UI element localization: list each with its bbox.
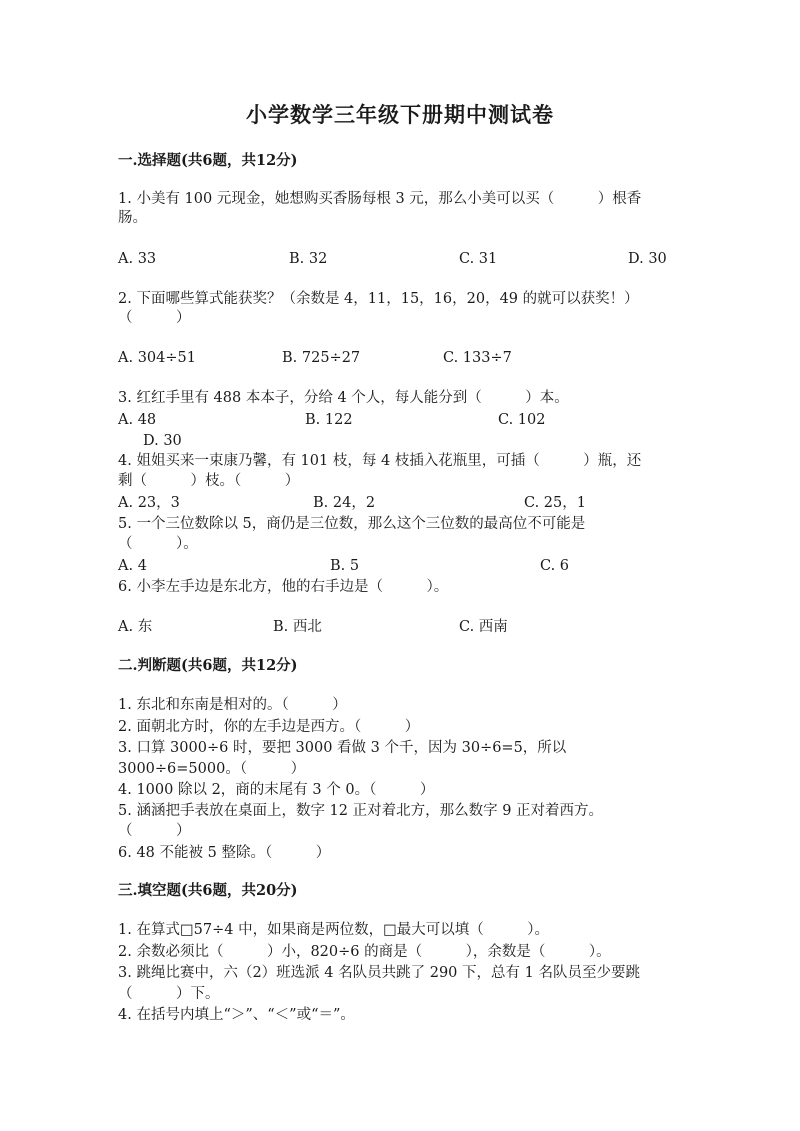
option-a: A. 48: [118, 412, 157, 428]
statement-line: 4. 1000 除以 2，商的末尾有 3 个 0。（ ）: [118, 782, 435, 798]
option-c: C. 102: [498, 412, 546, 428]
option-d: D. 30: [143, 433, 182, 449]
question-text: 1. 小美有 100 元现金，她想购买香肠每根 3 元，那么小美可以买（ ）根香: [118, 191, 642, 207]
option-d: D. 30: [628, 251, 667, 267]
question-text: 3. 红红手里有 488 本本子，分给 4 个人，每人能分到（ ）本。: [118, 390, 569, 406]
statement-line: 1. 东北和东南是相对的。（ ）: [118, 697, 347, 713]
fill-in-line: 4. 在括号内填上“＞”、“＜”或“＝”。: [118, 1007, 355, 1023]
fill-in-line: 2. 余数必须比（ ）小，820÷6 的商是（ ），余数是（ ）。: [118, 944, 611, 960]
option-a: A. 304÷51: [118, 350, 196, 366]
statement-line: 5. 涵涵把手表放在桌面上，数字 12 正对着北方，那么数字 9 正对着西方。: [118, 803, 604, 819]
fill-in-line: （ ）下。: [118, 986, 220, 1002]
option-a: A. 4: [118, 558, 147, 574]
question-text: （ ）: [118, 310, 191, 326]
option-b: B. 725÷27: [282, 350, 361, 366]
option-c: C. 25，1: [524, 495, 586, 511]
option-b: B. 西北: [273, 619, 322, 635]
fill-in-line: 1. 在算式□57÷4 中，如果商是两位数，□最大可以填（ ）。: [118, 922, 550, 938]
statement-line: 3. 口算 3000÷6 时，要把 3000 看做 3 个千，因为 30÷6=5，所以: [118, 740, 567, 756]
option-b: B. 5: [330, 558, 360, 574]
section-heading-judgment: 二.判断题(共6题，共12分): [118, 657, 298, 674]
statement-line: （ ）: [118, 823, 191, 839]
question-text: 剩（ ）枝。（ ）: [118, 473, 300, 489]
question-text: 6. 小李左手边是东北方，他的右手边是（ ）。: [118, 579, 449, 595]
section-heading-choice: 一.选择题(共6题，共12分): [118, 152, 298, 169]
option-a: A. 33: [118, 251, 157, 267]
option-c: C. 6: [540, 558, 570, 574]
question-text: 5. 一个三位数除以 5，商仍是三位数，那么这个三位数的最高位不可能是: [118, 516, 586, 532]
fill-in-line: 3. 跳绳比赛中，六（2）班选派 4 名队员共跳了 290 下，总有 1 名队员至少要跳: [118, 965, 640, 981]
question-text: （ ）。: [118, 536, 198, 552]
option-b: B. 24，2: [313, 495, 376, 511]
statement-line: 3000÷6=5000。（ ）: [118, 761, 306, 777]
option-c: C. 133÷7: [443, 350, 512, 366]
statement-line: 2. 面朝北方时，你的左手边是西方。（ ）: [118, 719, 420, 735]
statement-line: 6. 48 不能被 5 整除。（ ）: [118, 845, 331, 861]
option-c: C. 西南: [459, 619, 508, 635]
option-c: C. 31: [459, 251, 498, 267]
option-a: A. 23，3: [118, 495, 180, 511]
option-b: B. 122: [305, 412, 353, 428]
page-title: 小学数学三年级下册期中测试卷: [246, 102, 554, 127]
question-text: 2. 下面哪些算式能获奖？（余数是 4，11，15，16，20，49 的就可以获奖！）: [118, 291, 639, 307]
section-heading-fill-in: 三.填空题(共6题，共20分): [118, 882, 298, 899]
question-text: 4. 姐姐买来一束康乃馨，有 101 枝，每 4 枝插入花瓶里，可插（ ）瓶，还: [118, 453, 642, 469]
question-text: 肠。: [118, 210, 147, 226]
option-b: B. 32: [289, 251, 328, 267]
option-a: A. 东: [118, 619, 153, 635]
